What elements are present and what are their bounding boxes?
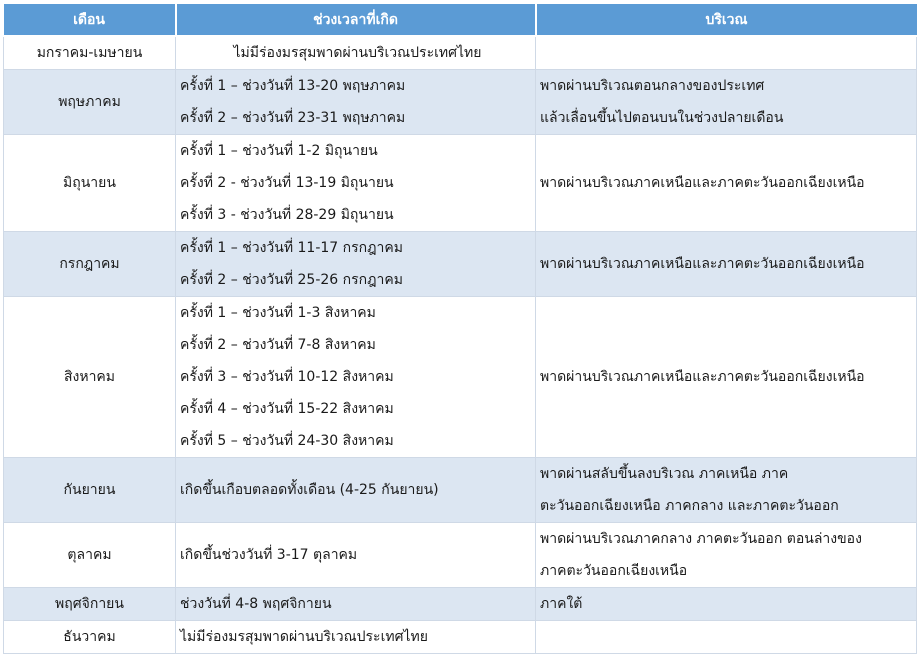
area-line: พาดผ่านบริเวณภาคเหนือและภาคตะวันออกเฉียงเหนือ	[540, 369, 865, 385]
area-cell	[536, 135, 917, 232]
area-cell	[536, 458, 917, 523]
period-line: ช่วงวันที่ 4-8 พฤศจิกายน	[180, 596, 332, 612]
area-cell	[536, 621, 917, 654]
period-cell	[176, 297, 536, 458]
header-area: บริเวณ	[536, 4, 917, 36]
period-cell	[176, 588, 536, 621]
period-line: ครั้งที่ 2 - ช่วงวันที่ 13-19 มิถุนายน	[180, 175, 394, 191]
monsoon-trough-table	[3, 4, 917, 654]
area-cell	[536, 232, 917, 297]
period-line: ครั้งที่ 4 – ช่วงวันที่ 15-22 สิงหาคม	[180, 401, 394, 417]
period-cell	[176, 36, 536, 70]
area-cell	[536, 523, 917, 588]
month-cell: พฤศจิกายน	[4, 588, 176, 621]
table-row	[4, 232, 917, 297]
month-cell	[4, 36, 176, 70]
table-row	[4, 621, 917, 654]
area-cell	[536, 297, 917, 458]
table-row	[4, 458, 917, 523]
month-cell: มิถุนายน	[4, 135, 176, 232]
area-line	[540, 37, 916, 69]
period-line: ไม่มีร่องมรสุมพาดผ่านบริเวณประเทศไทย	[233, 45, 482, 61]
period-cell	[176, 135, 536, 232]
table-row	[4, 297, 917, 458]
month-cell: กรกฎาคม	[4, 232, 176, 297]
period-cell	[176, 523, 536, 588]
area-line: แล้วเลื่อนขึ้นไปตอนบนในช่วงปลายเดือน	[540, 110, 784, 126]
period-cell	[176, 621, 536, 654]
period-line: ไม่มีร่องมรสุมพาดผ่านบริเวณประเทศไทย	[180, 629, 428, 645]
area-line: พาดผ่านบริเวณตอนกลางของประเทศ	[540, 78, 765, 94]
area-line: พาดผ่านบริเวณภาคเหนือและภาคตะวันออกเฉียงเหนือ	[540, 175, 865, 191]
month-label: มกราคม-เมษายน	[36, 45, 143, 61]
area-line	[540, 621, 916, 653]
header-month: เดือน	[4, 4, 176, 36]
period-line: ครั้งที่ 3 - ช่วงวันที่ 28-29 มิถุนายน	[180, 207, 394, 223]
month-cell: ตุลาคม	[4, 523, 176, 588]
area-line: พาดผ่านบริเวณภาคเหนือและภาคตะวันออกเฉียงเหนือ	[540, 256, 865, 272]
area-line: ตะวันออกเฉียงเหนือ ภาคกลาง และภาคตะวันออก	[540, 498, 839, 514]
period-line: ครั้งที่ 1 – ช่วงวันที่ 11-17 กรกฎาคม	[180, 240, 403, 256]
month-cell: พฤษภาคม	[4, 70, 176, 135]
period-cell	[176, 232, 536, 297]
area-cell	[536, 70, 917, 135]
header-period: ช่วงเวลาที่เกิด	[176, 4, 536, 36]
period-cell	[176, 70, 536, 135]
table-header-row	[4, 4, 917, 36]
period-line: ครั้งที่ 2 – ช่วงวันที่ 25-26 กรกฎาคม	[180, 272, 403, 288]
month-cell: สิงหาคม	[4, 297, 176, 458]
month-cell: กันยายน	[4, 458, 176, 523]
area-line: ภาคใต้	[540, 596, 583, 612]
table-row	[4, 36, 917, 70]
period-line: ครั้งที่ 1 – ช่วงวันที่ 1-2 มิถุนายน	[180, 143, 378, 159]
table-row	[4, 523, 917, 588]
period-line: ครั้งที่ 3 – ช่วงวันที่ 10-12 สิงหาคม	[180, 369, 394, 385]
month-cell: ธันวาคม	[4, 621, 176, 654]
area-cell	[536, 36, 917, 70]
period-line: ครั้งที่ 2 – ช่วงวันที่ 23-31 พฤษภาคม	[180, 110, 406, 126]
period-line: ครั้งที่ 5 – ช่วงวันที่ 24-30 สิงหาคม	[180, 433, 394, 449]
period-line: ครั้งที่ 1 – ช่วงวันที่ 13-20 พฤษภาคม	[180, 78, 406, 94]
period-line: ครั้งที่ 2 – ช่วงวันที่ 7-8 สิงหาคม	[180, 337, 376, 353]
table-row	[4, 70, 917, 135]
area-line: พาดผ่านสลับขึ้นลงบริเวณ ภาคเหนือ ภาค	[540, 466, 789, 482]
period-cell	[176, 458, 536, 523]
period-line: เกิดขึ้นช่วงวันที่ 3-17 ตุลาคม	[180, 547, 358, 563]
table-row	[4, 588, 917, 621]
area-cell	[536, 588, 917, 621]
period-line: เกิดขึ้นเกือบตลอดทั้งเดือน (4-25 กันยายน)	[180, 482, 439, 498]
area-line: ภาคตะวันออกเฉียงเหนือ	[540, 563, 688, 579]
area-line: พาดผ่านบริเวณภาคกลาง ภาคตะวันออก ตอนล่างของ	[540, 531, 862, 547]
table-row	[4, 135, 917, 232]
period-line: ครั้งที่ 1 – ช่วงวันที่ 1-3 สิงหาคม	[180, 305, 376, 321]
